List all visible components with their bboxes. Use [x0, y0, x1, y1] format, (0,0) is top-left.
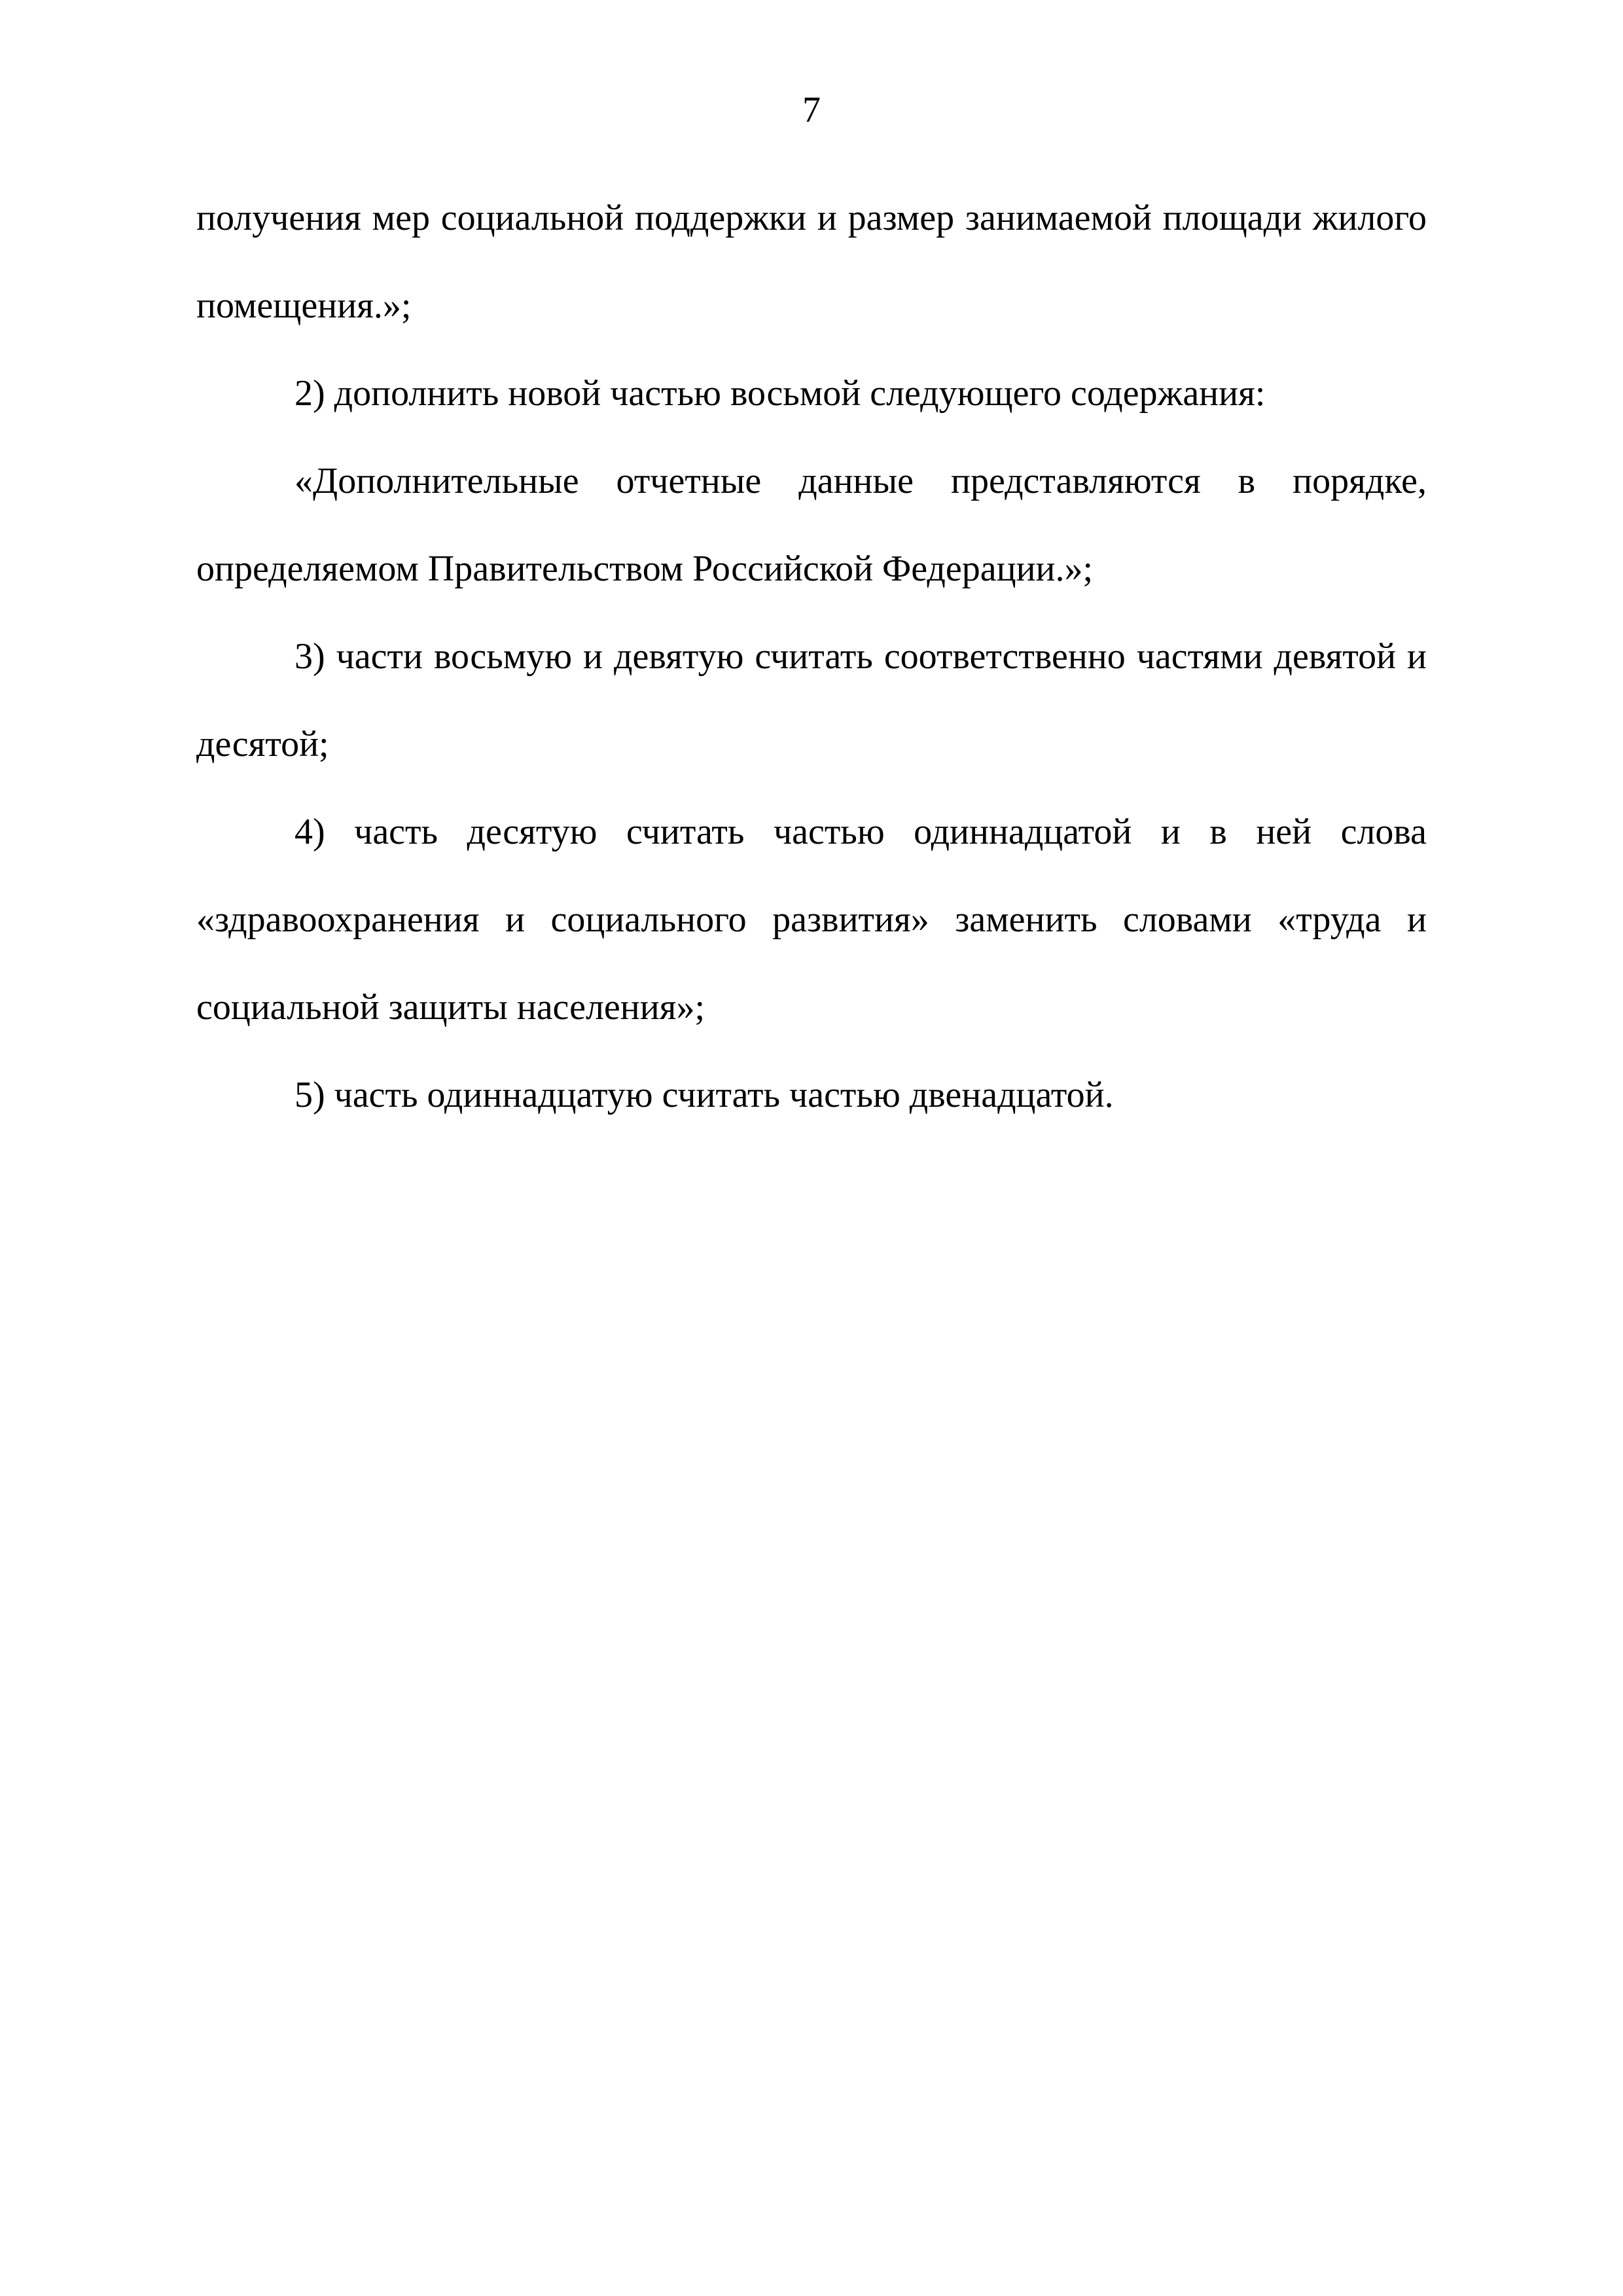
page-number: 7 — [802, 90, 821, 130]
paragraph-quoted-text: «Дополнительные отчетные данные представляются в порядке, определяемом Правительством Российской Федерации.»; — [196, 461, 1427, 589]
document-body — [196, 174, 1427, 1139]
paragraph-continuation: получения мер социальной поддержки и размер занимаемой площади жилого помещения.»; — [196, 198, 1427, 326]
paragraph-item-5: 5) часть одиннадцатую считать частью двенадцатой. — [294, 1075, 1114, 1115]
paragraph-item-4: 4) часть десятую считать частью одиннадцатой и в ней слова «здравоохранения и социального развития» заменить словами «труда и социальной защиты населения»; — [196, 812, 1427, 1028]
paragraph-item-3: 3) части восьмую и девятую считать соответственно частями девятой и десятой; — [196, 636, 1427, 764]
paragraph-item-2: 2) дополнить новой частью восьмой следующего содержания: — [294, 373, 1266, 414]
